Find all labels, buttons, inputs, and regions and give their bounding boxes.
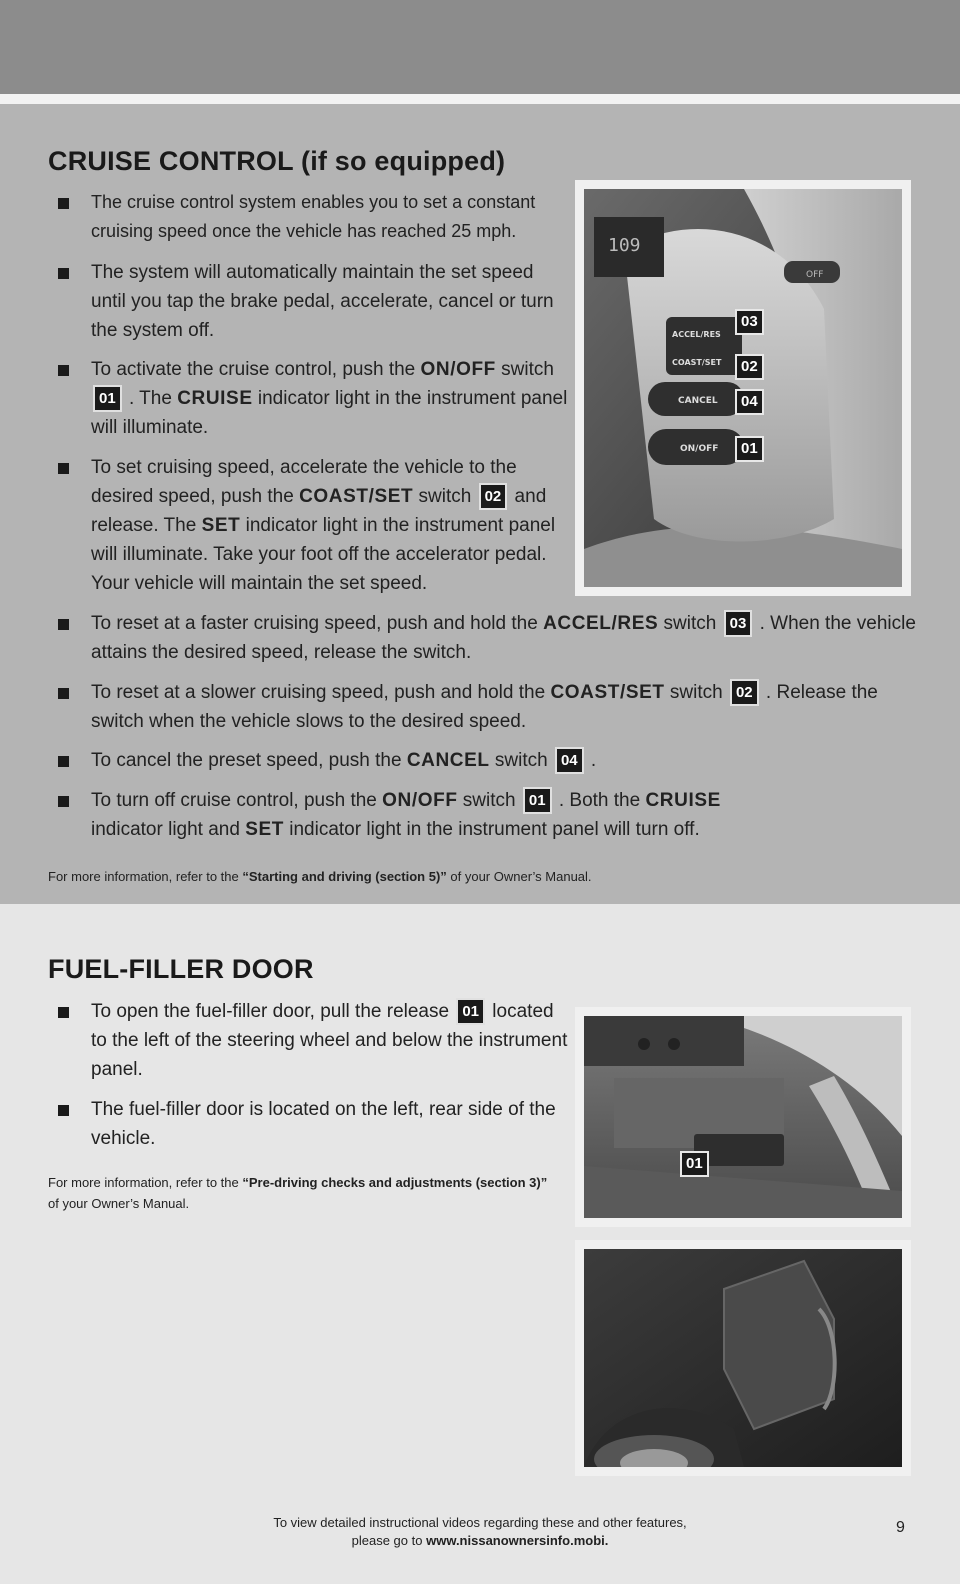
switch-tag-01: 01 (93, 385, 122, 412)
cruise-reference-note: For more information, refer to the “Starting and driving (section 5)” of your Owner’s Manual. (48, 869, 592, 884)
cancel-label: CANCEL (678, 396, 718, 406)
switch-tag-02: 02 (479, 483, 508, 510)
fuel-bullet-2: The fuel-filler door is located on the left, rear side of the vehicle. (58, 1095, 568, 1153)
cruise-bullet-5: To reset at a faster cruising speed, push and hold the ACCEL/RES switch 03 . When the vehicle attains the desired speed, release the switch. (58, 609, 923, 667)
fuel-reference-note: For more information, refer to the “Pre-driving checks and adjustments (section 3)” of your Owner’s Manual. (48, 1175, 548, 1211)
bullet-square-icon (58, 756, 69, 767)
cruise-bullet-6: To reset at a slower cruising speed, push and hold the COAST/SET switch 02 . Release the switch when the vehicle slows to the desired speed. (58, 678, 923, 736)
bullet-square-icon (58, 1105, 69, 1116)
fuel-door-illustration (584, 1249, 902, 1467)
header-band (0, 0, 960, 94)
page-number: 9 (896, 1519, 905, 1536)
bullet-square-icon (58, 268, 69, 279)
on-off-label: ON/OFF (680, 444, 719, 454)
cruise-bullet-3: To activate the cruise control, push the ON/OFF switch 01 . The CRUISE indicator light in the instrument panel will illuminate. (58, 355, 568, 442)
fuel-door-shape (724, 1261, 834, 1429)
release-tag-01: 01 (456, 998, 485, 1025)
fuel-bullet-1: To open the fuel-filler door, pull the release 01 located to the left of the steering wheel and below the instrument panel. (58, 997, 568, 1084)
photo-callout-04: 04 (735, 389, 764, 415)
cruise-switch-photo (584, 189, 902, 587)
steering-wheel-illustration (584, 189, 902, 587)
bullet-square-icon (58, 1007, 69, 1018)
footer-note (180, 1514, 780, 1550)
stalk-off-label: OFF (806, 270, 824, 280)
switch-tag-02: 02 (730, 679, 759, 706)
footer-line-1: To view detailed instructional videos regarding these and other features, (273, 1515, 687, 1530)
lower-dash-illustration (584, 1016, 902, 1218)
switch-tag-01: 01 (523, 787, 552, 814)
cruise-bullet-7: To cancel the preset speed, push the CANCEL switch 04 . (58, 746, 923, 775)
footer-line-2: please go to www.nissanownersinfo.mobi. (351, 1533, 609, 1548)
bullet-square-icon (58, 688, 69, 699)
coast-set-label: COAST/SET (672, 358, 722, 367)
cruise-bullet-2: The system will automatically maintain the set speed until you tap the brake pedal, accelerate, cancel or turn the system off. (58, 258, 568, 345)
footer-website-link[interactable]: www.nissanownersinfo.mobi. (426, 1533, 609, 1548)
fuel-release-photo (584, 1016, 902, 1218)
photo-callout-02: 02 (735, 354, 764, 380)
header-rule (0, 94, 960, 104)
cruise-bullet-8: To turn off cruise control, push the ON/OFF switch 01 . Both the CRUISE indicator light and SET indicator light in the instrument panel will turn off. (58, 786, 778, 844)
bullet-square-icon (58, 198, 69, 209)
bullet-square-icon (58, 619, 69, 630)
accel-res-label: ACCEL/RES (672, 330, 721, 339)
fuel-photo-callout-01: 01 (680, 1151, 709, 1177)
bullet-square-icon (58, 365, 69, 376)
dash-display-text: 109 (608, 235, 641, 256)
cruise-bullet-1: The cruise control system enables you to set a constant cruising speed once the vehicle has reached 25 mph. (58, 188, 568, 246)
fuel-filler-heading: FUEL-FILLER DOOR (48, 954, 314, 984)
bullet-square-icon (58, 796, 69, 807)
photo-callout-01: 01 (735, 436, 764, 462)
cruise-control-heading: CRUISE CONTROL (if so equipped) (48, 146, 506, 176)
switch-tag-03: 03 (724, 610, 753, 637)
bullet-square-icon (58, 463, 69, 474)
fuel-door-photo (584, 1249, 902, 1467)
photo-callout-03: 03 (735, 309, 764, 335)
cruise-bullet-4: To set cruising speed, accelerate the vehicle to the desired speed, push the COAST/SET switch 02 and release. The SET indicator light in the instrument panel will illuminate. Take your foot off the accelerator pedal. Your vehicle will maintain the set speed. (58, 453, 568, 598)
switch-tag-04: 04 (555, 747, 584, 774)
